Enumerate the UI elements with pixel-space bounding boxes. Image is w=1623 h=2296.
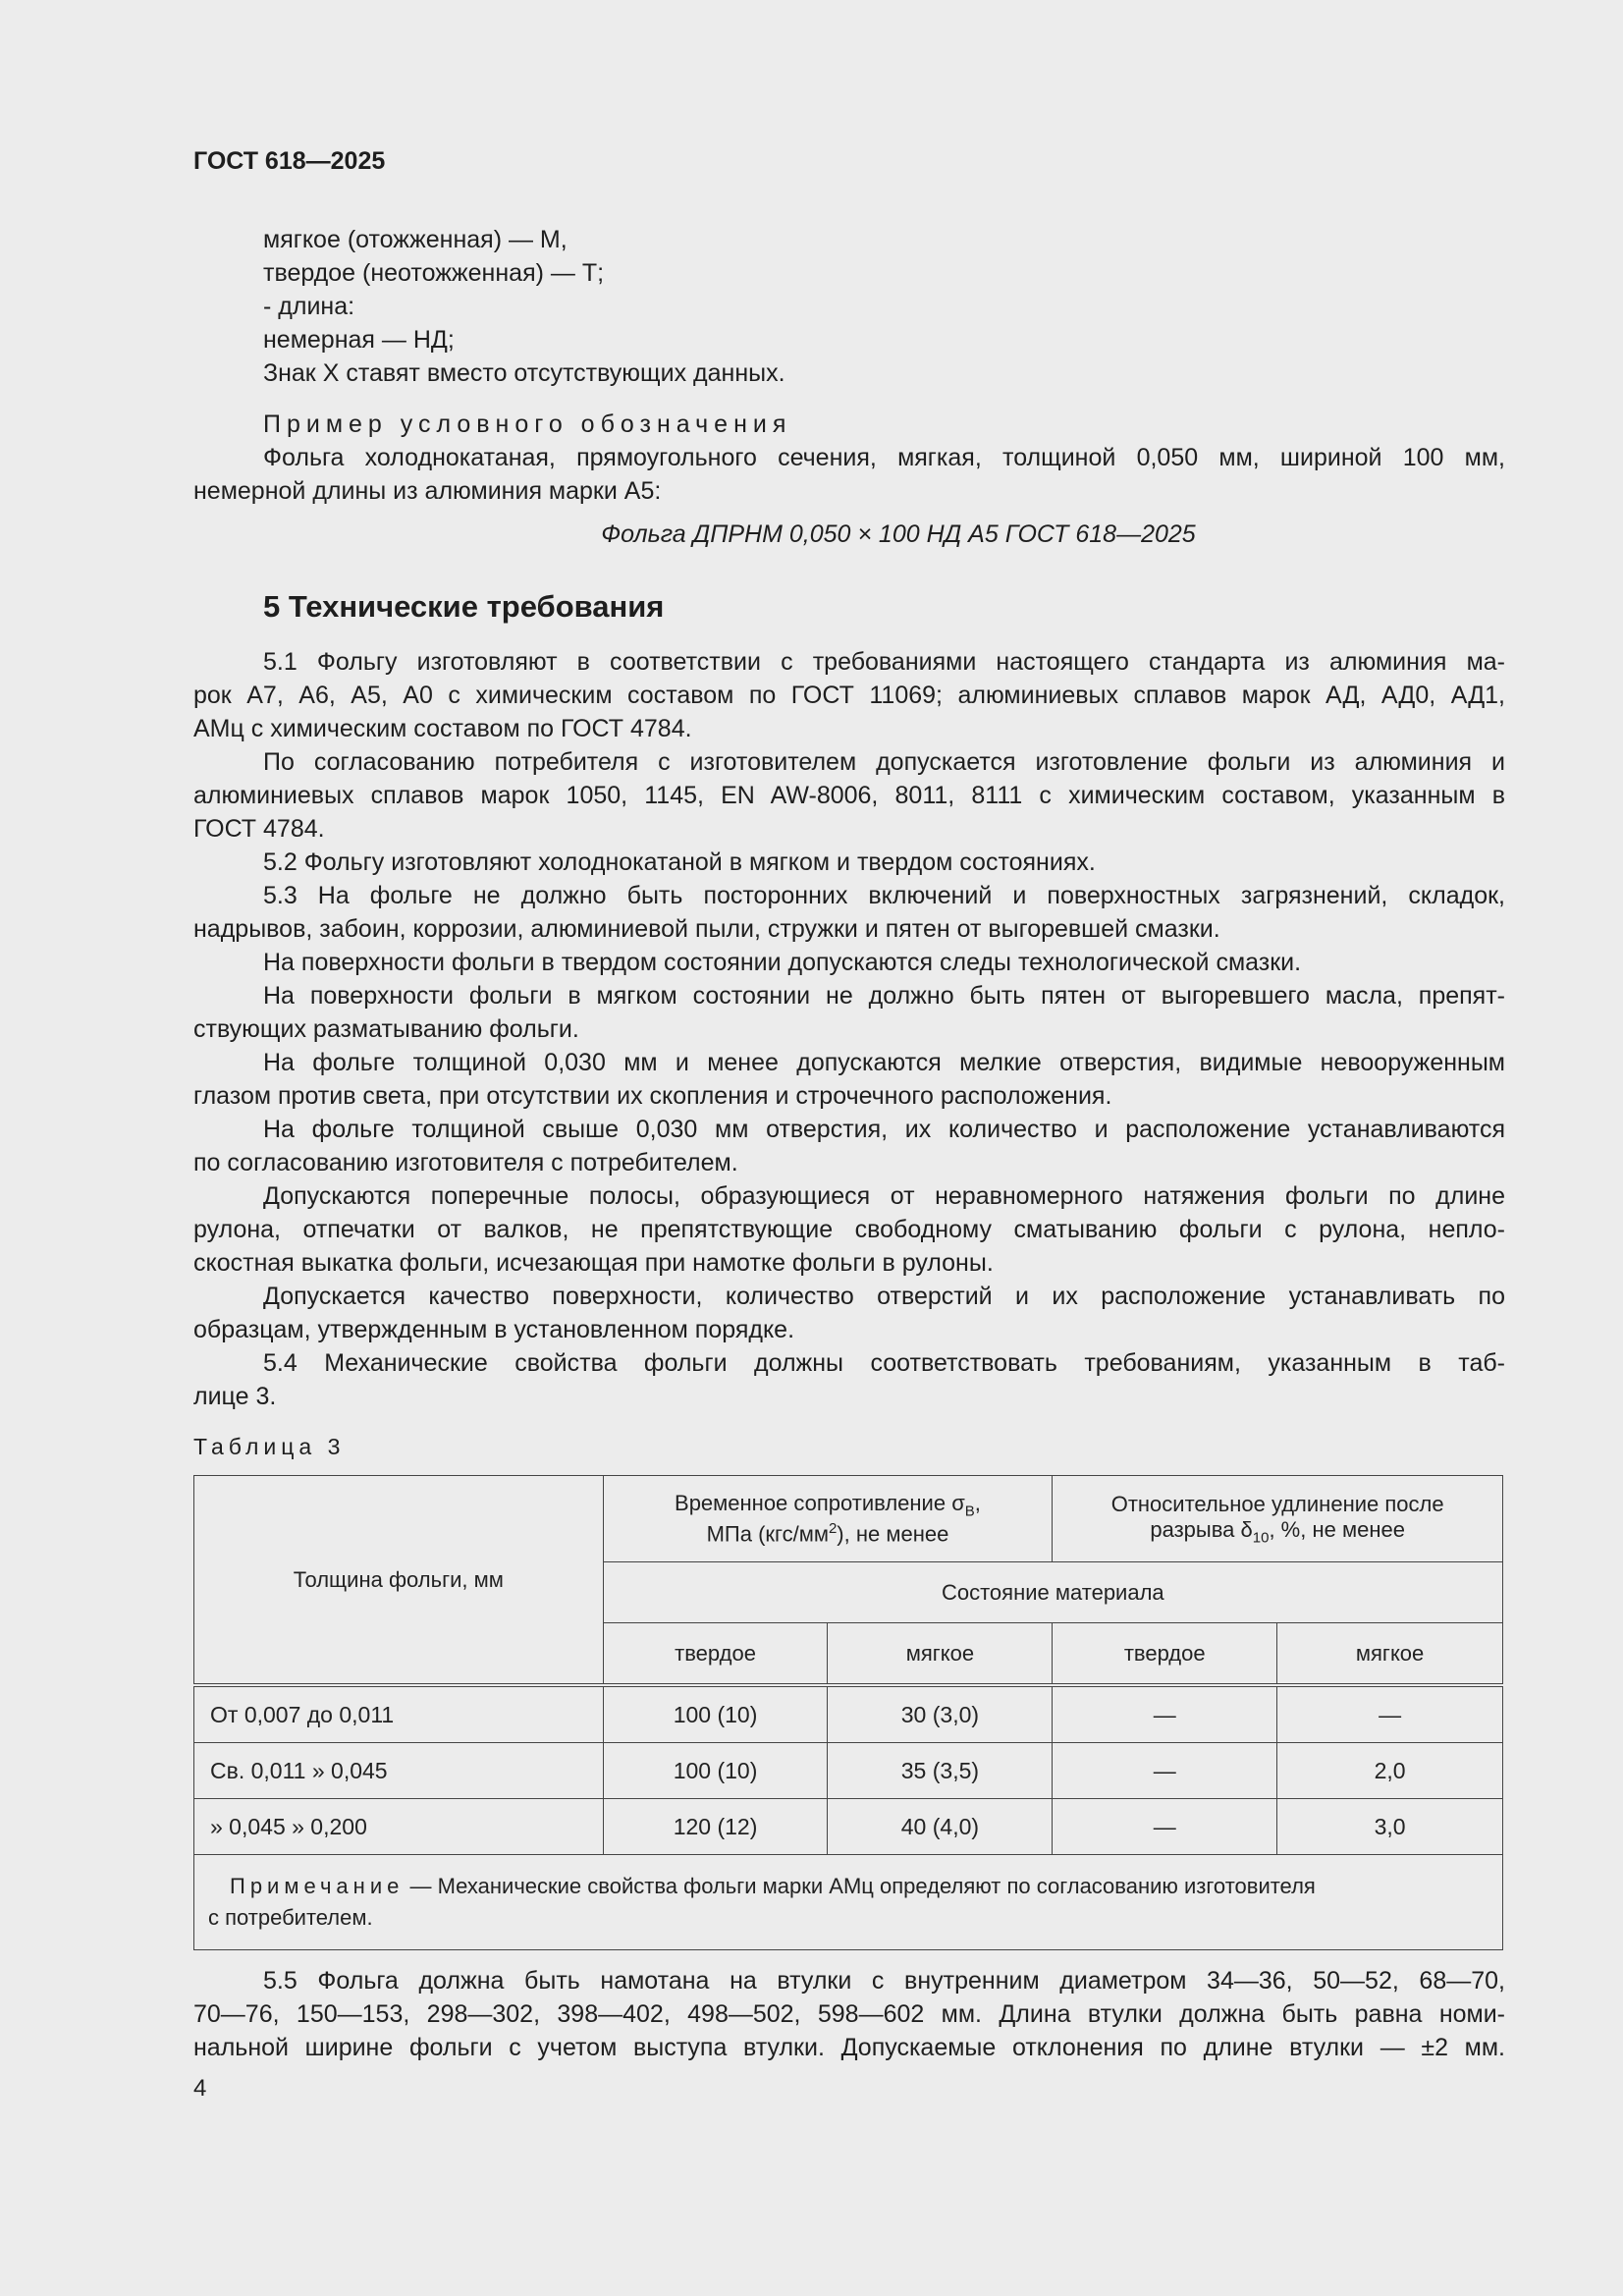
paragraph-line: По согласованию потребителя с изготовителем допускается изготовление фольги из алюминия и [263,748,1505,776]
paragraph-line: скостная выкатка фольги, исчезающая при намотке фольги в рулоны. [193,1249,994,1277]
cell-tensile-hard: 100 (10) [603,1743,828,1799]
cell-thickness: » 0,045 » 0,200 [194,1799,604,1855]
paragraph-line: ГОСТ 4784. [193,815,325,843]
cell-elong-soft: — [1277,1685,1503,1743]
note-label: Примечание [230,1874,405,1898]
intro-line: Знак Х ставят вместо отсутствующих данных. [263,359,785,387]
cell-tensile-soft: 35 (3,5) [828,1743,1053,1799]
cell-thickness: От 0,007 до 0,011 [194,1685,604,1743]
cell-thickness: Св. 0,011 » 0,045 [194,1743,604,1799]
table-note [194,1855,1503,1950]
cell-elong-soft: 3,0 [1277,1799,1503,1855]
page-number: 4 [193,2075,207,2102]
cell-tensile-soft: 30 (3,0) [828,1685,1053,1743]
table-caption: Таблица 3 [193,1434,346,1459]
subheader-hard: твердое [1053,1623,1277,1686]
paragraph-line: На поверхности фольги в твердом состоянии допускаются следы технологической смазки. [263,949,1302,976]
example-designation: Фольга ДПРНМ 0,050 × 100 НД А5 ГОСТ 618—2025 [601,520,1196,548]
example-text: Фольга холоднокатаная, прямоугольного сечения, мягкая, толщиной 0,050 мм, шириной 100 мм, [263,444,1505,471]
paragraph-line: Допускаются поперечные полосы, образующиеся от неравномерного натяжения фольги по длине [263,1182,1505,1210]
paragraph-line: 5.2 Фольгу изготовляют холоднокатаной в мягком и твердом состояниях. [263,848,1096,876]
paragraph-line: На поверхности фольги в мягком состоянии не должно быть пятен от выгоревшего масла, препят- [263,982,1505,1010]
cell-elong-soft: 2,0 [1277,1743,1503,1799]
paragraph-line: На фольге толщиной свыше 0,030 мм отверстия, их количество и расположение устанавливаются [263,1116,1505,1143]
paragraph-line: алюминиевых сплавов марок 1050, 1145, EN AW-8006, 8011, 8111 с химическим составом, указанным в [193,782,1505,809]
subheader-hard: твердое [603,1623,828,1686]
section-title: 5 Технические требования [263,589,665,624]
header-elongation: Относительное удлинение после разрыва $\delta_{10}$, %, не менее [1053,1476,1503,1562]
header-tensile-strength: Временное сопротивление $\sigma_В$, МПа $(кгс/мм^2)$, не менее [603,1476,1053,1562]
cell-elong-hard: — [1053,1685,1277,1743]
note-text: — Механические свойства фольги марки АМц определяют по согласованию изготовителя [404,1874,1316,1898]
cell-tensile-hard: 100 (10) [603,1685,828,1743]
paragraph-line: нальной ширине фольги с учетом выступа втулки. Допускаемые отклонения по длине втулки — ±2 мм. [193,2034,1505,2061]
paragraph-line: ствующих разматыванию фольги. [193,1015,579,1043]
example-text: немерной длины из алюминия марки А5: [193,477,662,505]
example-heading: Пример условного обозначения [263,410,792,438]
paragraph-line: по согласованию изготовителя с потребителем. [193,1149,738,1176]
note-text: с потребителем. [208,1905,373,1930]
paragraph-line: рулона, отпечатки от валков, не препятствующие свободному сматыванию фольги с рулона, непло- [193,1216,1505,1243]
paragraph-line: 70—76, 150—153, 298—302, 398—402, 498—502, 598—602 мм. Длина втулки должна быть равна номи- [193,2000,1505,2028]
paragraph-line: 5.3 На фольге не должно быть посторонних включений и поверхностных загрязнений, складок, [263,882,1505,909]
table-row [194,1685,1503,1743]
document-header: ГОСТ 618—2025 [193,147,386,175]
intro-line: мягкое (отожженная) — М, [263,226,568,253]
paragraph-line: рок А7, А6, А5, А0 с химическим составом по ГОСТ 11069; алюминиевых сплавов марок АД, АД0, АД1, [193,682,1505,709]
table-row [194,1799,1503,1855]
mechanical-properties-table [193,1475,1503,1950]
cell-elong-hard: — [1053,1743,1277,1799]
paragraph-line: 5.4 Механические свойства фольги должны соответствовать требованиям, указанным в таб- [263,1349,1505,1377]
paragraph-line: глазом против света, при отсутствии их скопления и строчечного расположения. [193,1082,1112,1110]
cell-elong-hard: — [1053,1799,1277,1855]
paragraph-line: образцам, утвержденным в установленном порядке. [193,1316,795,1343]
paragraph-line: На фольге толщиной 0,030 мм и менее допускаются мелкие отверстия, видимые невооруженным [263,1049,1505,1076]
paragraph-line: 5.5 Фольга должна быть намотана на втулки с внутренним диаметром 34—36, 50—52, 68—70, [263,1967,1505,1995]
paragraph-line: АМц с химическим составом по ГОСТ 4784. [193,715,692,742]
table-row [194,1743,1503,1799]
header-thickness: Толщина фольги, мм [194,1476,604,1686]
paragraph-line: лице 3. [193,1383,277,1410]
subheader-soft: мягкое [828,1623,1053,1686]
cell-tensile-soft: 40 (4,0) [828,1799,1053,1855]
paragraph-line: 5.1 Фольгу изготовляют в соответствии с требованиями настоящего стандарта из алюминия ма- [263,648,1505,676]
intro-line: немерная — НД; [263,326,455,354]
paragraph-line: Допускается качество поверхности, количество отверстий и их расположение устанавливать по [263,1283,1505,1310]
subheader-soft: мягкое [1277,1623,1503,1686]
intro-line: твердое (неотожженная) — Т; [263,259,605,287]
header-material-state: Состояние материала [603,1562,1502,1623]
paragraph-line: надрывов, забоин, коррозии, алюминиевой пыли, стружки и пятен от выгоревшей смазки. [193,915,1220,943]
intro-line: - длина: [263,293,355,320]
cell-tensile-hard: 120 (12) [603,1799,828,1855]
